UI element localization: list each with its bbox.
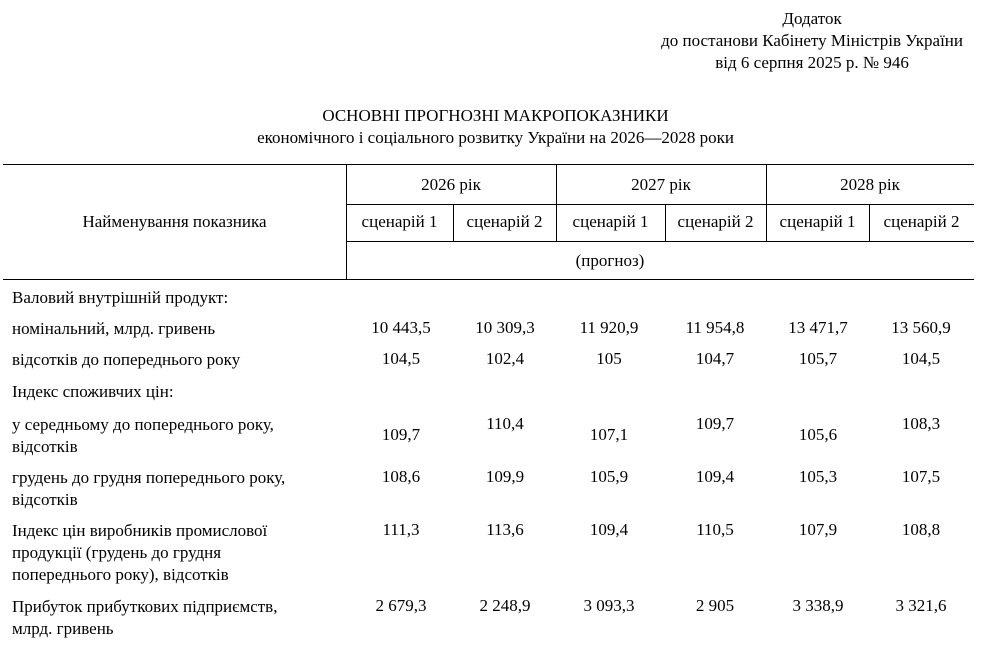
table-cell: 109,9	[485, 467, 525, 486]
scenario-header: сценарій 2	[677, 212, 754, 231]
scenario-header: сценарій 1	[572, 212, 649, 231]
header-bottom-border	[3, 279, 974, 280]
row-label-gdp-nominal: номінальний, млрд. гривень	[12, 319, 216, 338]
table-cell: 107,9	[798, 520, 838, 539]
table-cell: 109,4	[589, 520, 629, 539]
annex-line-2: до постанови Кабінету Міністрів України	[661, 31, 963, 50]
table-cell: 107,5	[901, 467, 941, 486]
row-label-cpi: Індекс споживчих цін:	[12, 382, 174, 401]
forecast-label: (прогноз)	[575, 251, 645, 270]
annex-block	[661, 8, 963, 74]
table-cell: 108,6	[381, 467, 421, 486]
table-cell: 102,4	[485, 349, 525, 368]
scenario-header: сценарій 2	[883, 212, 960, 231]
row-label-gdp-percent: відсотків до попереднього року	[12, 350, 241, 369]
table-cell: 110,5	[696, 520, 734, 539]
table-cell: 105	[596, 349, 622, 368]
annex-line-3: від 6 серпня 2025 р. № 946	[715, 53, 909, 72]
row-label-profit: Прибуток прибуткових підприємств, млрд. гривень	[12, 597, 278, 638]
table-cell: 13 560,9	[891, 318, 951, 337]
table-top-border	[3, 164, 974, 165]
table-cell: 3 093,3	[583, 596, 635, 615]
row-label-cpi-dec: грудень до грудня попереднього року, відсотків	[12, 468, 286, 509]
table-cell: 105,9	[589, 467, 629, 486]
table-cell: 105,7	[798, 349, 838, 368]
table-cell: 104,5	[901, 349, 941, 368]
scenario-row-border	[346, 241, 974, 242]
row-label-cpi-average: у середньому до попереднього року, відсотків	[12, 415, 274, 456]
table-cell: 108,3	[901, 414, 941, 433]
table-cell: 109,7	[695, 414, 735, 433]
table-cell: 113,6	[486, 520, 524, 539]
title-main: ОСНОВНІ ПРОГНОЗНІ МАКРОПОКАЗНИКИ	[322, 106, 669, 125]
table-cell: 104,5	[381, 349, 421, 368]
table-cell: 108,8	[901, 520, 941, 539]
table-cell: 105,6	[798, 425, 838, 444]
title-sub: економічного і соціального розвитку України на 2026—2028 роки	[257, 128, 734, 147]
table-cell: 11 920,9	[579, 318, 639, 337]
table-cell: 13 471,7	[788, 318, 848, 337]
row-label-gdp: Валовий внутрішній продукт:	[12, 288, 229, 307]
table-cell: 110,4	[486, 414, 524, 433]
table-cell: 2 248,9	[479, 596, 531, 615]
table-cell: 3 338,9	[792, 596, 844, 615]
year-header-2027: 2027 рік	[631, 175, 691, 194]
table-cell: 107,1	[589, 425, 629, 444]
table-cell: 10 309,3	[475, 318, 535, 337]
scenario-header: сценарій 2	[466, 212, 543, 231]
table-cell: 10 443,5	[371, 318, 431, 337]
table-cell: 2 679,3	[375, 596, 427, 615]
table-cell: 11 954,8	[685, 318, 745, 337]
table-cell: 2 905	[695, 596, 735, 615]
table-cell: 104,7	[695, 349, 735, 368]
document-title	[0, 105, 991, 149]
table-cell: 3 321,6	[895, 596, 947, 615]
row-label-ppi: Індекс цін виробників промислової продукції (грудень до грудня попереднього року), відсотків	[12, 521, 268, 584]
table-cell: 109,4	[695, 467, 735, 486]
scenario-header: сценарій 1	[779, 212, 856, 231]
annex-line-1: Додаток	[782, 9, 842, 28]
table-cell: 111,3	[382, 520, 420, 539]
scenario-header: сценарій 1	[361, 212, 438, 231]
year-row-border	[346, 204, 974, 205]
year-header-2028: 2028 рік	[840, 175, 900, 194]
year-header-2026: 2026 рік	[421, 175, 481, 194]
table-cell: 109,7	[381, 425, 421, 444]
table-cell: 105,3	[798, 467, 838, 486]
name-column-header: Найменування показника	[82, 212, 267, 231]
